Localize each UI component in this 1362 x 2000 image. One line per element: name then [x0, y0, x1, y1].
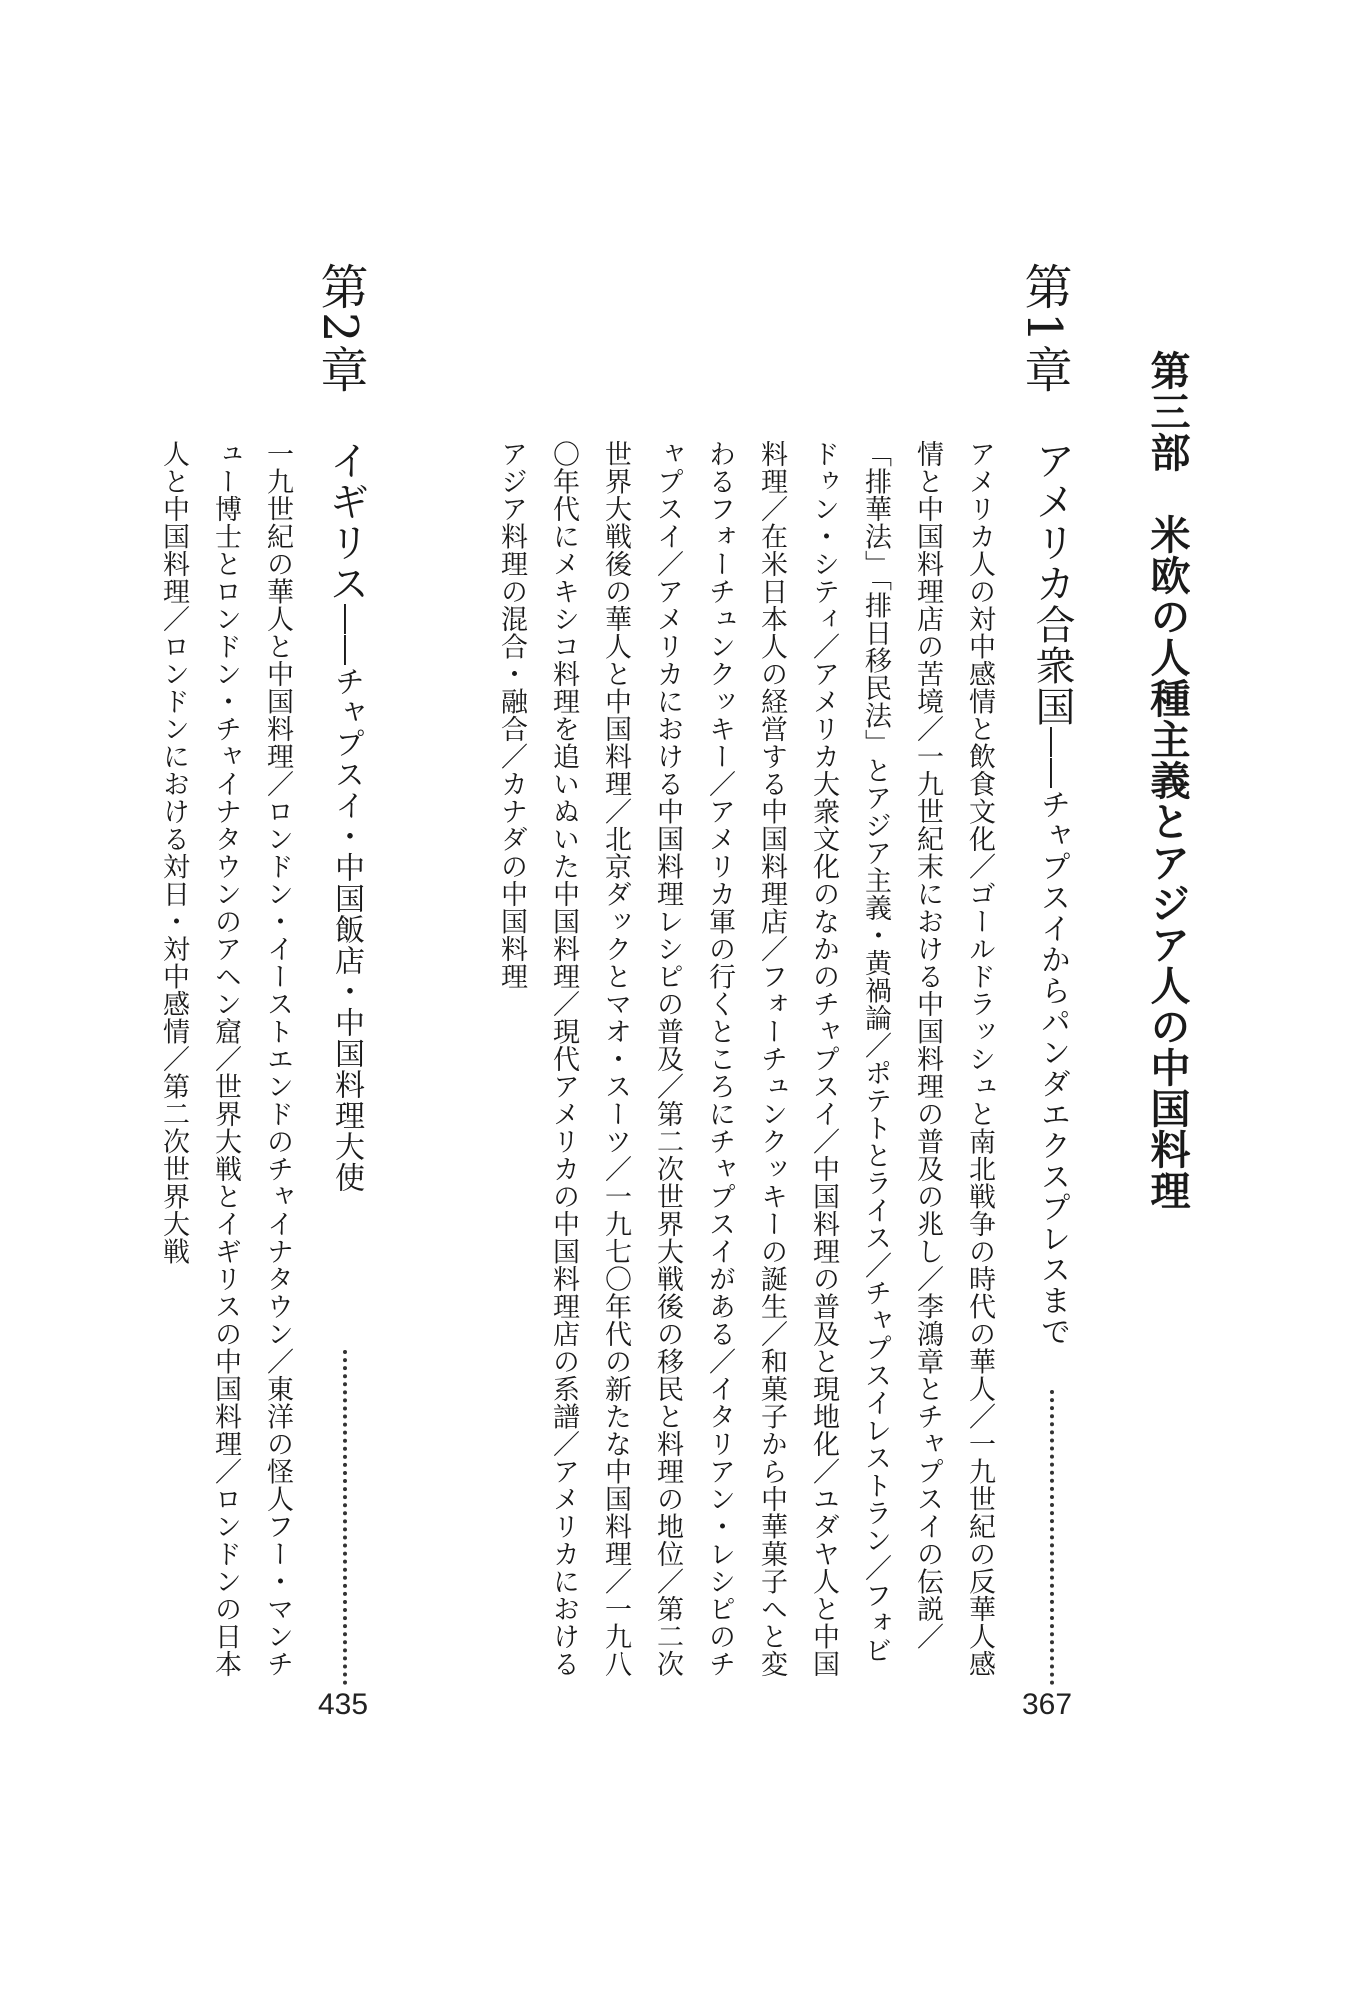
chapter-2-heading[interactable]	[323, 440, 369, 1193]
chapter-1-page-number[interactable]: 367	[1022, 1688, 1073, 1721]
chapter-2-leader-dots	[343, 1350, 347, 1685]
chapter-2-page-number[interactable]: 435	[318, 1688, 369, 1721]
chapter-2-title: イギリス	[323, 440, 369, 604]
chapter-1-title: アメリカ合衆国	[1029, 440, 1075, 727]
chapter-1-leader-dots	[1050, 1390, 1054, 1685]
chapter-2-subtitle: ――チャプスイ・中国飯店・中国料理大使	[329, 604, 364, 1193]
chapter-2-summary: 一九世紀の華人と中国料理／ロンドン・イーストエンドのチャイナタウン／東洋の怪人フー・マンチュー博士とロンドン・チャイナタウンのアヘン窟／世界大戦とイギリスの中国料理／ロンドンの日本人と中国料理／ロンドンにおける対日・対中感情／第二次世界大戦	[158, 440, 293, 1678]
chapter-1-heading[interactable]	[1029, 440, 1075, 1347]
chapter-1-number: 第1章	[1016, 262, 1072, 395]
part-title: 第三部 米欧の人種主義とアジア人の中国料理	[1144, 350, 1190, 1211]
chapter-2-number: 第2章	[312, 262, 368, 395]
chapter-1-subtitle: ――チャプスイからパンダエクスプレスまで	[1035, 727, 1070, 1347]
chapter-1-summary: アメリカ人の対中感情と飲食文化／ゴールドラッシュと南北戦争の時代の華人／一九世紀の反華人感情と中国料理店の苦境／一九世紀末における中国料理の普及の兆し／李鴻章とチャプスイの伝説／「排華法」「排日移民法」とアジア主義・黄禍論／ポテトとライス／チャプスイレストラン／フォビドゥン・シティ／アメリカ大衆文化のなかのチャプスイ／中国料理の普及と現地化／ユダヤ人と中国料理／在米日本人の経営する中国料理店／フォーチュンクッキーの誕生／和菓子から中華菓子へと変わるフォーチュンクッキー／アメリカ軍の行くところにチャプスイがある／イタリアン・レシピのチャプスイ／アメリカにおける中国料理レシピの普及／第二次世界大戦後の移民と料理の地位／第二次世界大戦後の華人と中国料理／北京ダックとマオ・スーツ／一九七〇年代の新たな中国料理／一九八〇年代にメキシコ料理を追いぬいた中国料理／現代アメリカの中国料理店の系譜／アメリカにおけるアジア料理の混合・融合／カナダの中国料理	[496, 440, 995, 1678]
